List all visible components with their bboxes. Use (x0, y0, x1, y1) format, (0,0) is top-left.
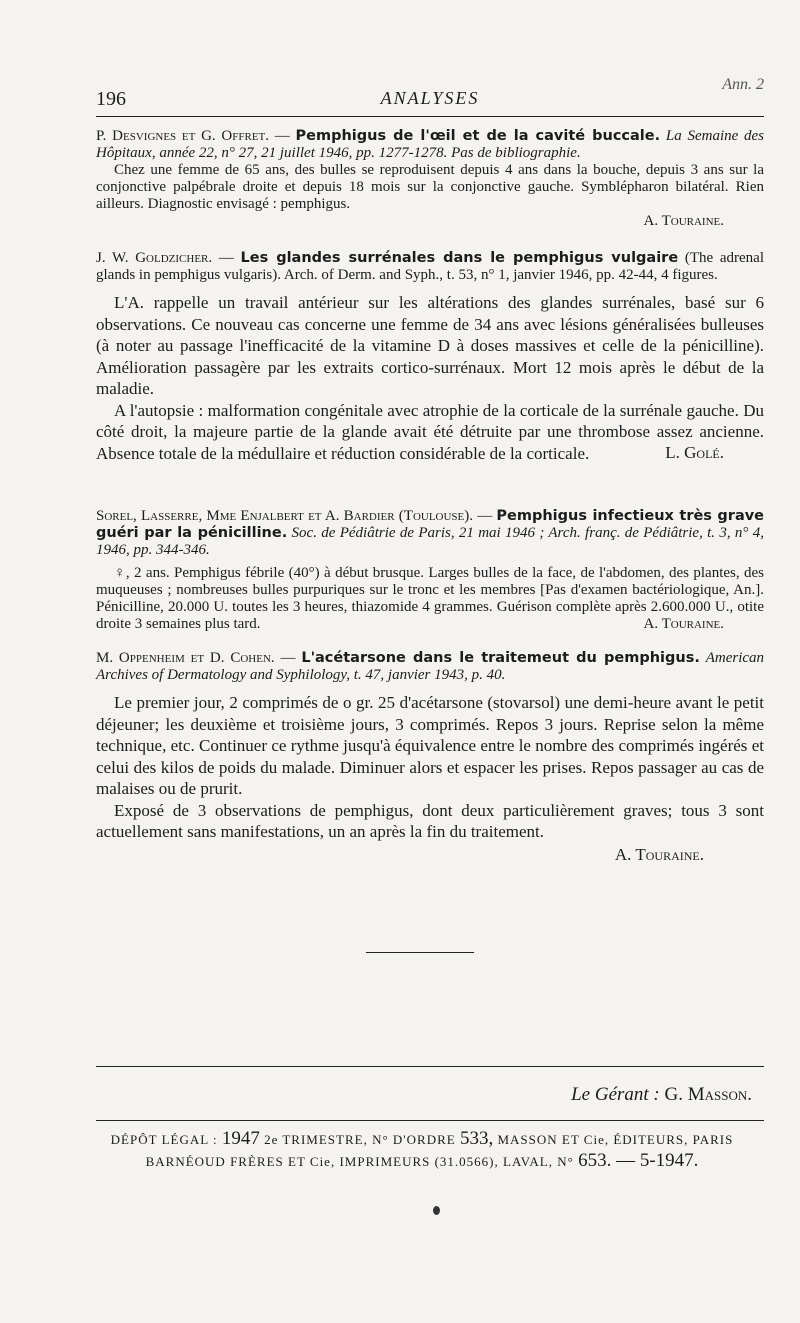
article-source: La Semaine des Hôpitaux, année 22, n° 27, 21 juillet 1946, pp. 1277-1278. Pas de bibliographie. (96, 128, 765, 161)
legal-deposit: DÉPÔT LÉGAL : (110, 1132, 218, 1147)
article-source: (The adrenal glands in pemphigus vulgaris). Arch. of Derm. and Syph., t. 53, n° 1, janvier 1946, pp. 42-44, 4 figures. (96, 250, 765, 283)
article-title: L'acétarsone dans le traitemeut du pemphigus. (301, 650, 700, 666)
legal-year: 1947 (221, 1128, 260, 1149)
article-authors: P. Desvignes et G. Offret. (96, 128, 270, 144)
article-paragraph: Le premier jour, 2 comprimés de o gr. 25 d'acétarsone (stovarsol) une demi-heure avant le petit déjeuner; les deuxième et troisième jours, 3 comprimés. Repos 3 jours. Reprise selon la même technique, etc. Continuer ce rythme jusqu'à équivalence entre le nombre des comprimés ingérés et celui des kilos de poids du malade. Diminuer alors et espacer les prises. Repos passager au cas de malaises ou de prurit. (96, 693, 764, 798)
article-paragraph: L'A. rappelle un travail antérieur sur les altérations des glandes surrénales, basé sur 6 observations. Ce nouveau cas concerne une femme de 34 ans avec lésions généralisées bulleuses (à noter au passage l'inefficacité de la vitamine D à doses massives et celle de la pénicilline). Amélioration passagère par les extraits cortico-surrénaux. Mort 12 mois après le début de la maladie. (96, 293, 764, 398)
footer-rule-top (96, 1066, 764, 1067)
article-heading: Sorel, Lasserre, Mme Enjalbert et A. Bardier (Toulouse). — Pemphigus infectieux très grave guéri par la pénicilline. Soc. de Pédiâtrie de Paris, 21 mai 1946 ; Arch. franç. de Pédiâtrie, t. 3, n° 4, 1946, pp. 344-346. (96, 508, 765, 558)
article-title: Pemphigus de l'œil et de la cavité buccale. (295, 128, 661, 144)
article-authors: M. Oppenheim et D. Cohen. (96, 650, 275, 666)
article-2 (96, 250, 764, 463)
gerant-label: Le Gérant : (571, 1084, 660, 1105)
ornament-dot (433, 1206, 440, 1215)
page-number: 196 (96, 88, 126, 110)
article-paragraph: A l'autopsie : malformation congénitale avec atrophie de la corticale de la surrénale gauche. Du côté droit, la majeure partie de la glande avait été détruite par une thrombose assez ancienne. Absence totale de la médullaire et réduction considérable de la corticale. (96, 400, 764, 463)
article-paragraph: ♀, 2 ans. Pemphigus fébrile (40°) à début brusque. Larges bulles de la face, de l'abdomen, des plantes, des muqueuses ; nombreuses bulles purpuriques sur le tronc et les membres [Pas d'examen bactériologique, An.]. Pénicilline, 20.000 U. toutes les 3 heures, thiazomide 4 grammes. Guérison complète après 2.600.000 U., otite droite 3 semaines plus tard. (96, 565, 764, 632)
article-3 (96, 508, 764, 633)
article-authors: J. W. Goldzicher. (96, 250, 213, 266)
article-signature: L. Golé. (665, 443, 724, 462)
legal-printer: BARNÉOUD FRÈRES ET Cie, IMPRIMEURS (31.0566), LAVAL, N° (145, 1154, 574, 1169)
legal-line-1 (80, 1128, 764, 1150)
article-title: Pemphigus infectieux très grave guéri par la pénicilline. (96, 508, 765, 541)
volume-label: Ann. 2 (722, 76, 764, 93)
article-title: Les glandes surrénales dans le pemphigus vulgaire (240, 250, 679, 266)
footer-rule-bottom (96, 1120, 764, 1121)
article-source: American Archives of Dermatology and Syphilology, t. 47, janvier 1943, p. 40. (96, 650, 765, 683)
running-title: ANALYSES (380, 88, 480, 108)
legal-publisher: MASSON ET Cie, ÉDITEURS, PARIS (497, 1132, 734, 1147)
legal-printer-number: 653. — 5-1947. (578, 1150, 699, 1171)
article-heading: P. Desvignes et G. Offret. — Pemphigus de l'œil et de la cavité buccale. La Semaine des Hôpitaux, année 22, n° 27, 21 juillet 1946, pp. 1277-1278. Pas de bibliographie. (96, 128, 765, 161)
article-heading: M. Oppenheim et D. Cohen. — L'acétarsone dans le traitemeut du pemphigus. American Archives of Dermatology and Syphilology, t. 47, janvier 1943, p. 40. (96, 650, 765, 683)
page-header (96, 76, 764, 112)
gerant-name: G. Masson. (664, 1084, 752, 1105)
header-rule (96, 116, 764, 117)
legal-ordre: 533, (459, 1128, 494, 1149)
legal-trimestre: 2e TRIMESTRE, N° D'ORDRE (264, 1132, 456, 1147)
section-divider (366, 952, 474, 953)
article-source: Soc. de Pédiâtrie de Paris, 21 mai 1946 ; Arch. franç. de Pédiâtrie, t. 3, n° 4, 1946, pp. 344-346. (96, 525, 764, 558)
article-authors: Sorel, Lasserre, Mme Enjalbert et A. Bardier (Toulouse). (96, 508, 474, 524)
article-paragraph: Exposé de 3 observations de pemphigus, dont deux particulièrement graves; tous 3 sont actuellement sans manifestations, un an après la fin du traitement. (96, 800, 764, 841)
article-heading: J. W. Goldzicher. — Les glandes surrénales dans le pemphigus vulgaire (The adrenal glands in pemphigus vulgaris). Arch. of Derm. and Syph., t. 53, n° 1, janvier 1946, pp. 42-44, 4 figures. (96, 250, 765, 283)
article-paragraph: Chez une femme de 65 ans, des bulles se reproduisent depuis 4 ans dans la bouche, depuis 3 ans sur la conjonctive palpébrale droite et depuis 18 mois sur la conjonctive gauche. Symblépharon bilatéral. Rien ailleurs. Diagnostic envisagé : pemphigus. (96, 162, 764, 212)
article-4 (96, 650, 764, 865)
article-signature: A. Touraine. (643, 616, 724, 632)
legal-line-2 (80, 1150, 764, 1172)
article-signature: A. Touraine. (614, 844, 704, 864)
article-signature: A. Touraine. (643, 213, 724, 229)
article-1 (96, 128, 764, 230)
gerant-line (571, 1084, 752, 1106)
